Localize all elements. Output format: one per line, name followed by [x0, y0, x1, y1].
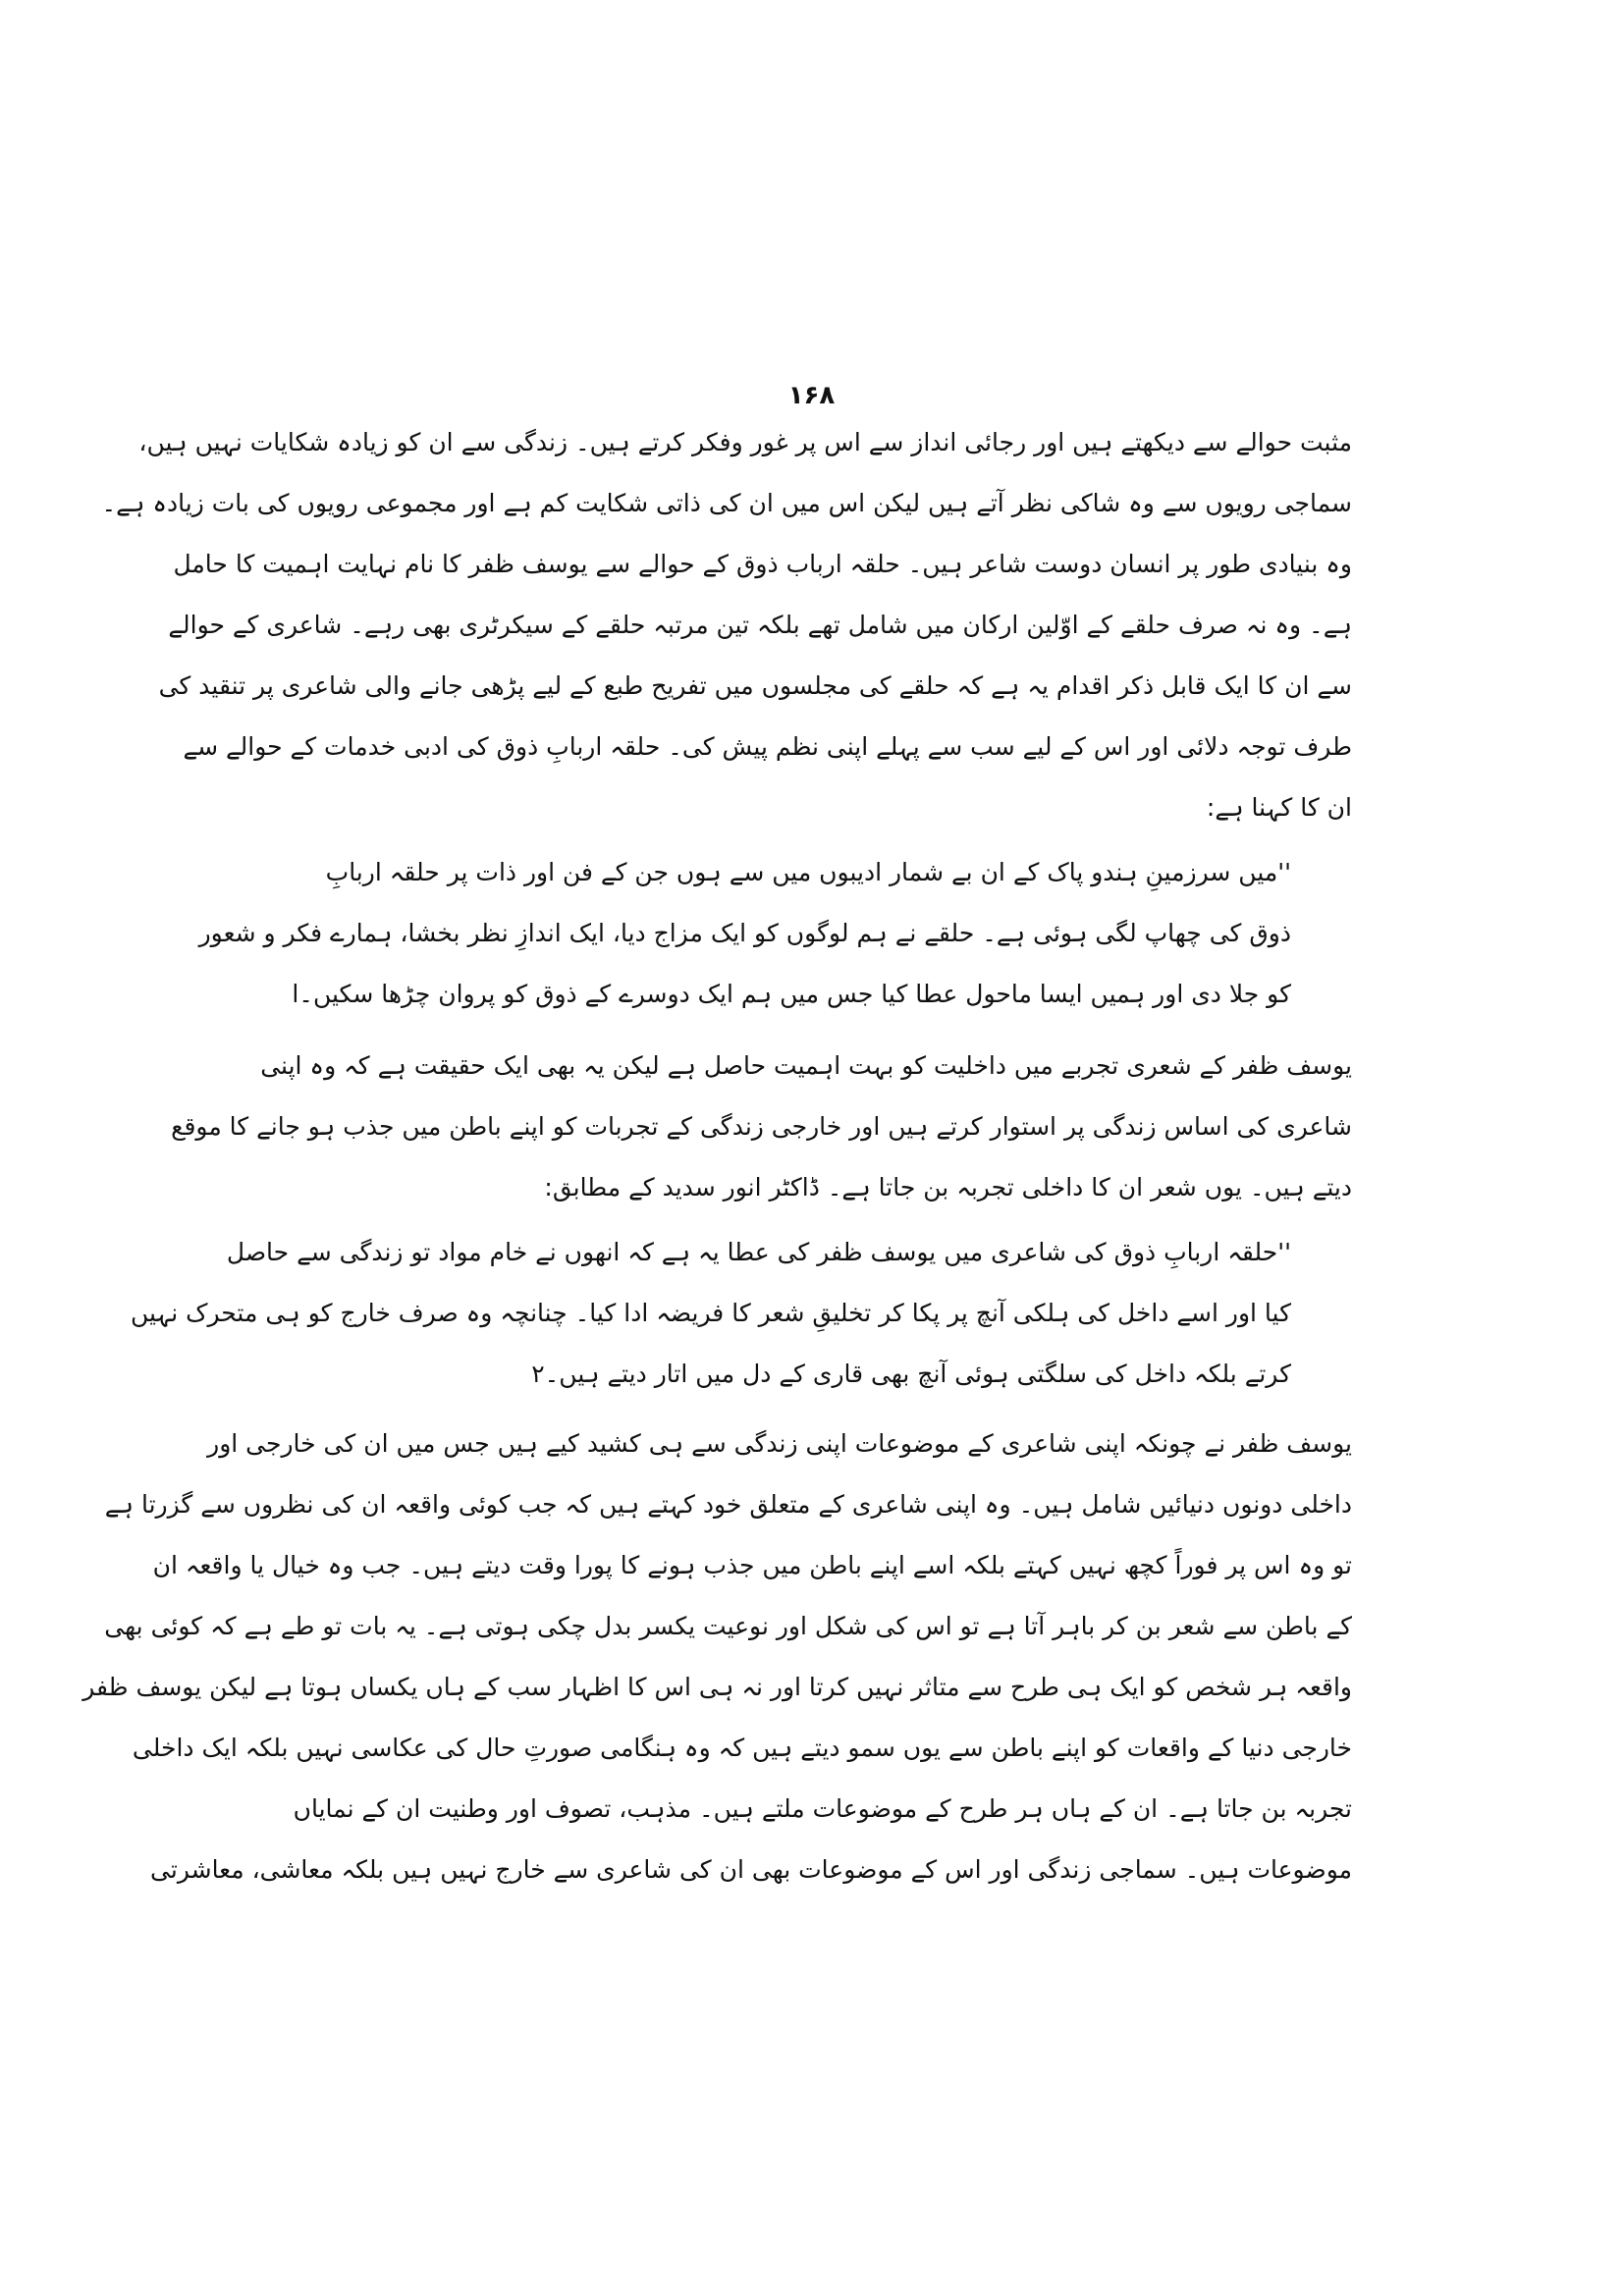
paragraph-text	[171, 1036, 1352, 1218]
page-number: ۱۶۸	[787, 381, 836, 410]
text-line: مثبت حوالے سے دیکھتے ہیں اور رجائی انداز سے اس پر غور وفکر کرتے ہیں۔ زندگی سے ان کو زیادہ شکایات نہیں ہیں،	[138, 428, 1352, 456]
text-line: دیتے ہیں۔ یوں شعر ان کا داخلی تجربہ بن جاتا ہے۔ ڈاکٹر انور سدید کے مطابق:	[544, 1173, 1352, 1201]
text-line: ہے۔ وہ نہ صرف حلقے کے اوّلین ارکان میں شامل تھے بلکہ تین مرتبہ حلقے کے سیکرٹری بھی رہے۔ شاعری کے حوالے	[168, 611, 1352, 639]
quote-line: کو جلا دی اور ہمیں ایسا ماحول عطا کیا جس میں ہم ایک دوسرے کے ذوق کو پروان چڑھا سکیں۔ا	[292, 980, 1291, 1008]
text-line: یوسف ظفر کے شعری تجربے میں داخلیت کو بہت اہمیت حاصل ہے لیکن یہ بھی ایک حقیقت ہے کہ وہ اپنی	[260, 1051, 1352, 1080]
paragraph-2	[171, 1036, 1352, 1218]
text-line: تو وہ اس پر فوراً کچھ نہیں کہتے بلکہ اسے اپنے باطن میں جذب ہونے کا پورا وقت دیتے ہیں۔ جب وہ خیال یا واقعہ ان	[152, 1551, 1352, 1579]
text-line: خارجی دنیا کے واقعات کو اپنے باطن سے یوں سمو دیتے ہیں کہ وہ ہنگامی صورتِ حال کی عکاسی نہیں بلکہ ایک داخلی	[132, 1734, 1352, 1762]
text-line: کے باطن سے شعر بن کر باہر آتا ہے تو اس کی شکل اور نوعیت یکسر بدل چکی ہوتی ہے۔ یہ بات تو طے ہے کہ کوئی بھی	[104, 1612, 1352, 1640]
text-line: داخلی دونوں دنیائیں شامل ہیں۔ وہ اپنی شاعری کے متعلق خود کہتے ہیں کہ جب کوئی واقعہ ان کی نظروں سے گزرتا ہے	[104, 1490, 1352, 1519]
text-line: سے ان کا ایک قابل ذکر اقدام یہ ہے کہ حلقے کی مجلسوں میں تفریح طبع کے لیے پڑھی جانے والی شاعری پر تنقید کی	[158, 671, 1352, 700]
paragraph-3	[82, 1414, 1352, 1900]
block-quote-1	[198, 842, 1291, 1025]
block-quote-2	[131, 1222, 1291, 1405]
text-line: وہ بنیادی طور پر انسان دوست شاعر ہیں۔ حلقہ ارباب ذوق کے حوالے سے یوسف ظفر کا نام نہایت اہمیت کا حامل	[173, 550, 1352, 578]
paragraph-text	[82, 1414, 1352, 1900]
quote-line: کیا اور اسے داخل کی ہلکی آنچ پر پکا کر تخلیقِ شعر کا فریضہ ادا کیا۔ چنانچہ وہ صرف خارج کو ہی متحرک نہیں	[131, 1299, 1291, 1327]
text-line: یوسف ظفر نے چونکہ اپنی شاعری کے موضوعات اپنی زندگی سے ہی کشید کیے ہیں جس میں ان کی خارجی اور	[207, 1429, 1352, 1458]
text-line: واقعہ ہر شخص کو ایک ہی طرح سے متاثر نہیں کرتا اور نہ ہی اس کا اظہار سب کے ہاں یکساں ہوتا ہے لیکن یوسف ظفر	[82, 1673, 1352, 1701]
text-line: طرف توجہ دلائی اور اس کے لیے سب سے پہلے اپنی نظم پیش کی۔ حلقہ اربابِ ذوق کی ادبی خدمات کے حوالے سے	[183, 732, 1352, 761]
quote-line: ''حلقہ اربابِ ذوق کی شاعری میں یوسف ظفر کی عطا یہ ہے کہ انھوں نے خام مواد تو زندگی سے حاصل	[226, 1238, 1291, 1266]
paragraph-text	[101, 412, 1352, 838]
text-line: سماجی رویوں سے وہ شاکی نظر آتے ہیں لیکن اس میں ان کی ذاتی شکایت کم ہے اور مجموعی رویوں کی بات زیادہ ہے۔	[101, 489, 1352, 517]
text-line: شاعری کی اساس زندگی پر استوار کرتے ہیں اور خارجی زندگی کے تجربات کو اپنے باطن میں جذب ہو جانے کا موقع	[171, 1112, 1352, 1141]
text-line: تجربہ بن جاتا ہے۔ ان کے ہاں ہر طرح کے موضوعات ملتے ہیں۔ مذہب، تصوف اور وطنیت ان کے نمایاں	[293, 1794, 1352, 1823]
text-line: موضوعات ہیں۔ سماجی زندگی اور اس کے موضوعات بھی ان کی شاعری سے خارج نہیں ہیں بلکہ معاشی، معاشرتی	[150, 1855, 1352, 1884]
quote-line: ''میں سرزمینِ ہندو پاک کے ان بے شمار ادیبوں میں سے ہوں جن کے فن اور ذات پر حلقہ اربابِ	[325, 858, 1291, 886]
quote-line: ذوق کی چھاپ لگی ہوئی ہے۔ حلقے نے ہم لوگوں کو ایک مزاج دیا، ایک اندازِ نظر بخشا، ہمارے فکر و شعور	[198, 919, 1291, 947]
text-line: ان کا کہنا ہے:	[1206, 793, 1352, 822]
paragraph-1	[101, 412, 1352, 838]
quote-line: کرتے بلکہ داخل کی سلگتی ہوئی آنچ بھی قاری کے دل میں اتار دیتے ہیں۔۲	[531, 1360, 1291, 1388]
